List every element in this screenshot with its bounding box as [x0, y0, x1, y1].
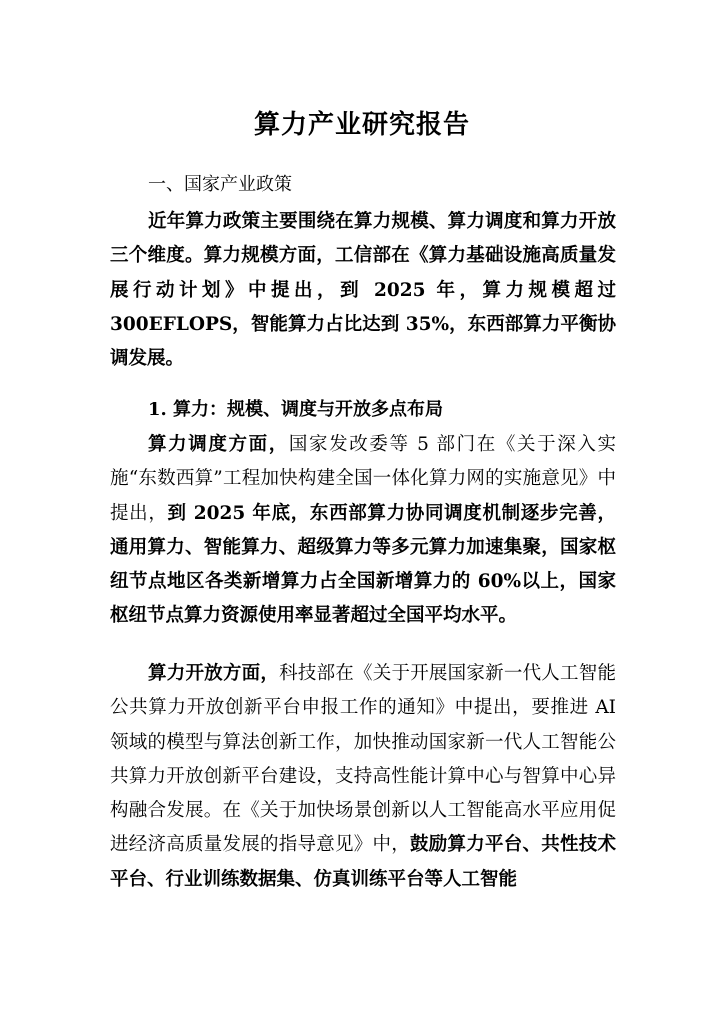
section-heading: 一、国家产业政策 — [148, 174, 292, 195]
paragraph-emphasis: 鼓励算力平台、共性技术平台、行业训练数据集、仿真训练平台等人工智能 — [110, 834, 616, 890]
paragraph-body: 科技部在《关于开展国家新一代人工智能公共算力开放创新平台申报工作的通知》中提出，要推进 AI 领域的模型与算法创新工作，加快推动国家新一代人工智能公共算力开放创新平台建设，支持高性能计算中心与智算中心异构融合发展。在《关于加快场景创新以人工智能高水平应用促进经济高质量发展的指导意见》中， — [110, 663, 616, 856]
page-title: 算力产业研究报告 — [253, 110, 470, 141]
paragraph-compute-openness — [110, 657, 616, 897]
paragraph-lead: 算力开放方面， — [148, 663, 280, 684]
paragraph-body: 国家发改委等 5 部门在《关于深入实施“东数西算”工程加快构建全国一体化算力网的实施意见》中提出， — [110, 434, 616, 524]
paragraph-compute-scale: 近年算力政策主要围绕在算力规模、算力调度和算力开放三个维度。算力规模方面，工信部在《算力基础设施高质量发展行动计划》中提出，到 2025 年，算力规模超过 300EFLOPS，智能算力占比达到 35%，东西部算力平衡协调发展。 — [110, 211, 616, 370]
paragraph-emphasis: 到 2025 年底，东西部算力协同调度机制逐步完善，通用算力、智能算力、超级算力等多元算力加速集聚，国家枢纽节点地区各类新增算力占全国新增算力的 60%以上，国家枢纽节点算力资源使用率显著超过全国平均水平。 — [110, 502, 616, 627]
subsection-heading: 1. 算力：规模、调度与开放多点布局 — [148, 399, 444, 420]
paragraph-lead: 算力调度方面， — [148, 434, 289, 455]
paragraph-compute-scheduling — [110, 428, 616, 634]
